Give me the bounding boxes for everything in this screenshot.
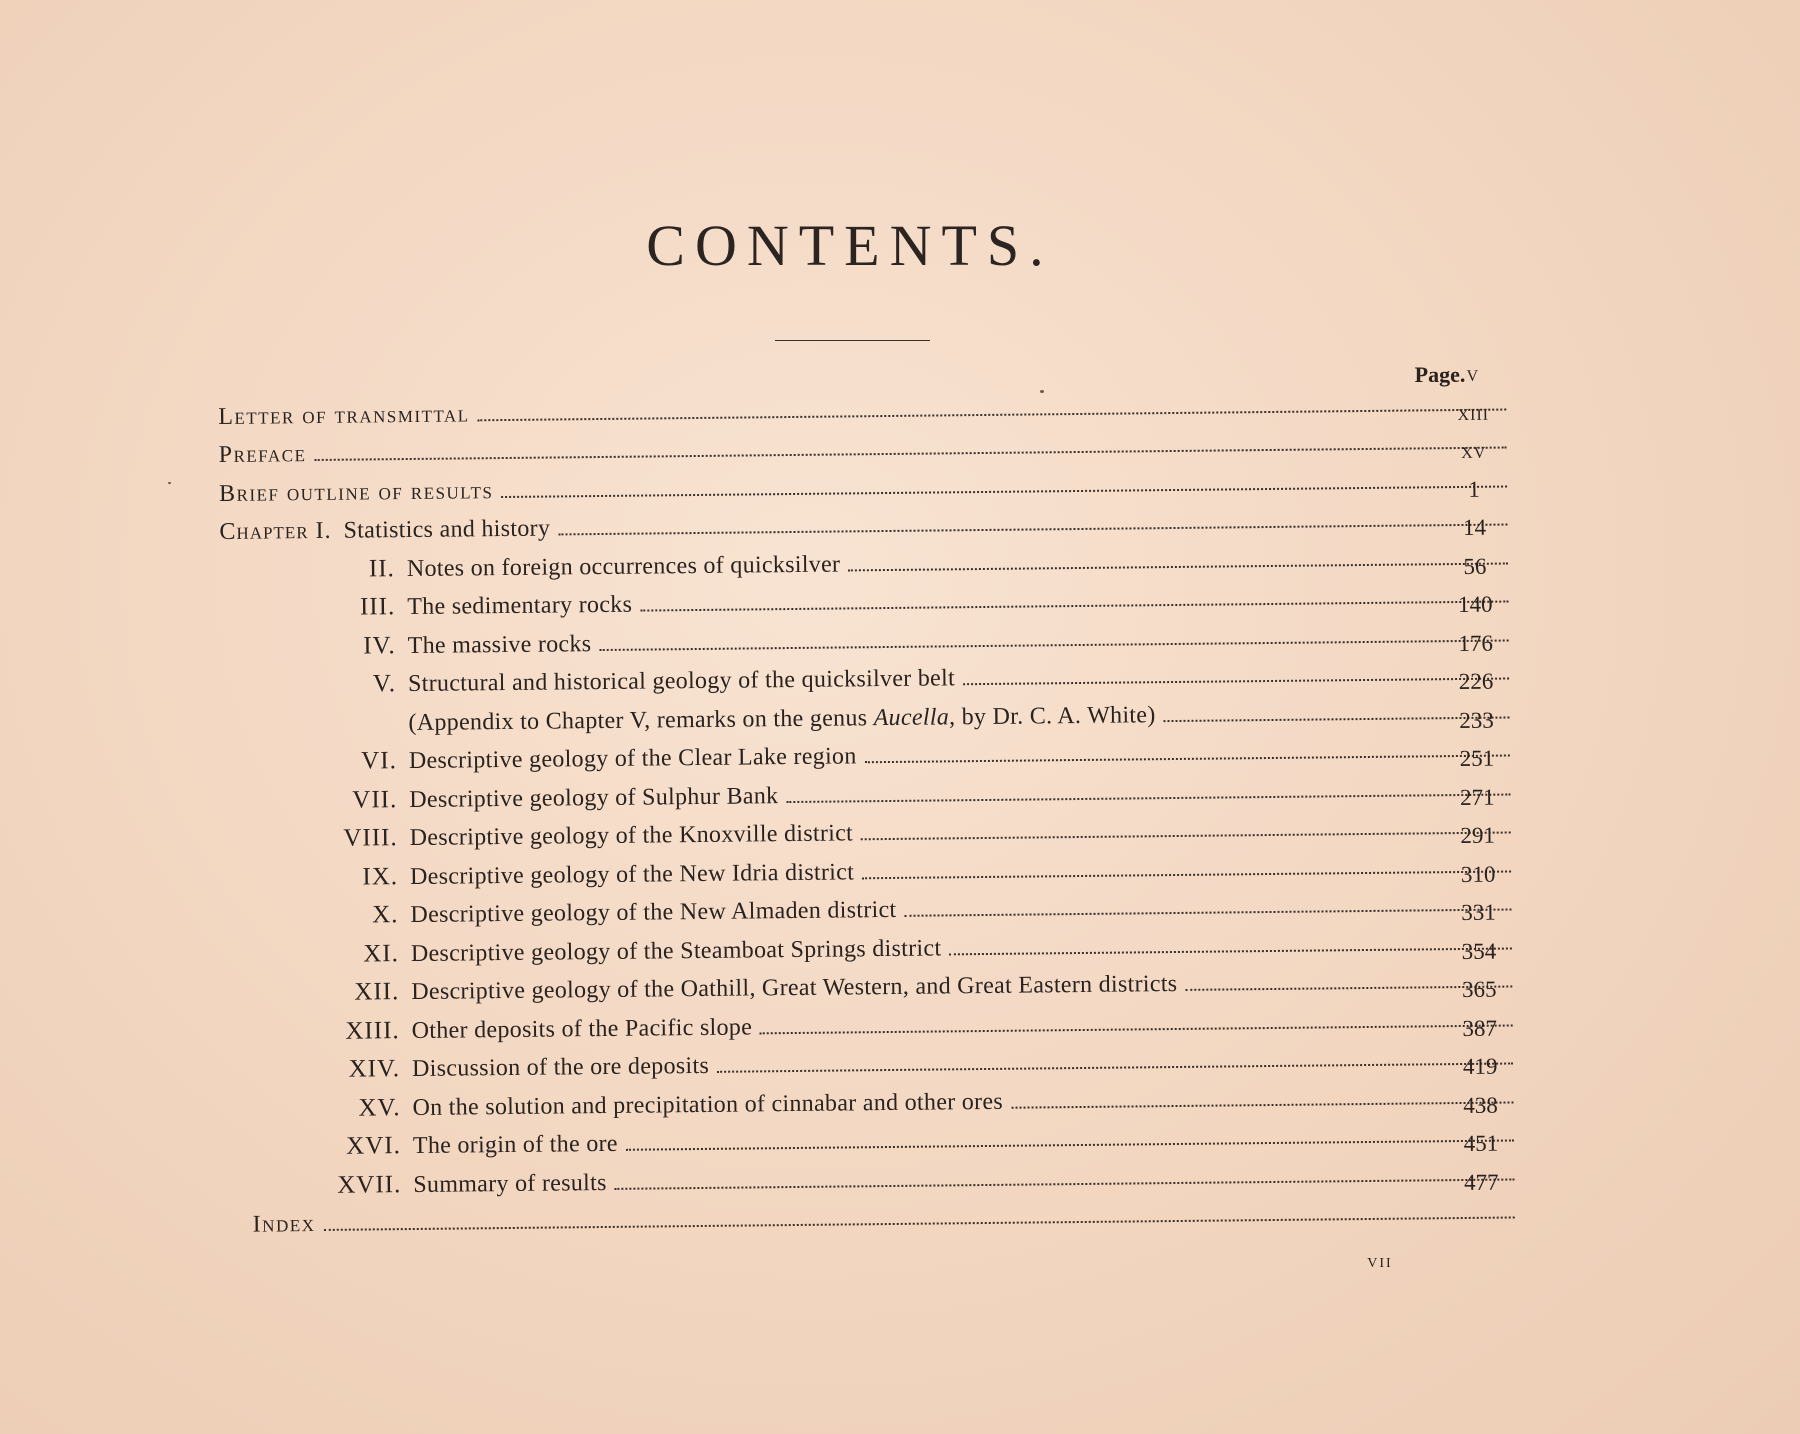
leader-dots [717,1062,1513,1072]
entry-label: Descriptive geology of the New Idria district [409,858,855,890]
entry-label: Notes on foreign occurrences of quicksilver [406,550,841,582]
entry-label: Summary of results [413,1169,607,1198]
entry-page: 291 [1460,822,1496,849]
leader-dots [904,908,1511,916]
chapter-number: VIII. [343,824,398,852]
entry-page: 310 [1460,861,1496,887]
title-rule [775,340,930,341]
entry-page: 14 [1462,514,1487,540]
entry-page: 451 [1463,1130,1499,1156]
entry-label: Descriptive geology of the Oathill, Great Western, and Great Eastern districts [411,970,1178,1006]
entry-label: Descriptive geology of the New Almaden district [410,896,897,929]
chapter-number: V. [372,670,397,698]
entry-page: 56 [1463,553,1487,579]
entry-page: v [1466,360,1480,386]
entry-page: 438 [1463,1092,1498,1118]
entry-label: Discussion of the ore deposits [411,1052,710,1083]
chapter-prefix: Chapter I. [219,517,332,545]
entry-label: The origin of the ore [412,1130,618,1159]
entry-label: Descriptive geology of the Clear Lake region [408,743,857,775]
chapter-number: III. [359,593,396,621]
leader-dots [786,793,1510,803]
entry-label: Statistics and history [343,515,551,544]
entry-label: The sedimentary rocks [407,591,633,621]
chapter-number: II. [368,554,395,582]
chapter-number: X. [372,901,399,929]
page-title: CONTENTS. [646,213,1054,278]
entry-page: 387 [1462,1015,1498,1041]
entry-label: Other deposits of the Pacific slope [411,1013,753,1044]
entry-page: 477 [1463,1169,1499,1195]
entry-label: Descriptive geology of the Knoxville district [409,820,854,852]
chapter-number: XVII. [337,1170,402,1199]
entry-page: 251 [1459,745,1495,772]
entry-page: 140 [1457,591,1493,618]
entry-page: 354 [1461,938,1497,964]
page-column-header: Page. [1414,362,1466,387]
entry-page: 365 [1461,976,1497,1003]
entry-page: 271 [1459,784,1495,810]
entry-label: Letter of transmittal [218,400,470,430]
leader-dots [861,831,1511,840]
entry-page: 233 [1459,707,1494,733]
entry-page: xiii [1457,399,1490,425]
chapter-number: XIII. [345,1016,400,1045]
entry-page: 176 [1458,630,1494,656]
leader-dots [963,677,1509,685]
chapter-number: XV. [358,1093,401,1122]
chapter-number: VI. [361,747,398,775]
chapter-number: XVI. [346,1132,402,1160]
entry-page: xv [1460,437,1487,463]
leader-dots [865,754,1510,763]
chapter-number: VII. [352,785,398,814]
entry-label: Preface [218,441,307,468]
leader-dots [949,947,1512,955]
entry-label: On the solution and precipitation of cinnabar and other ores [412,1088,1004,1121]
chapter-number: XII. [354,978,400,1006]
entry-page: 1 [1468,476,1480,502]
entry-label: Index [252,1211,316,1238]
ink-speck [168,482,171,484]
entry-label: The massive rocks [407,630,592,659]
genus-name: Aucella [873,703,950,731]
entry-label: Structural and historical geology of the quicksilver belt [407,665,956,698]
entry-page: 226 [1458,668,1494,695]
entry-page: 331 [1461,899,1496,926]
chapter-number: IV. [363,631,396,659]
entry-label: Descriptive geology of the Steamboat Springs district [410,934,942,967]
page-folio: vii [1367,1250,1393,1272]
chapter-number: XIV. [348,1055,401,1083]
entry-page: 419 [1462,1053,1498,1080]
entry-label: Descriptive geology of Sulphur Bank [409,782,779,813]
leader-dots [760,1024,1513,1034]
entry-label: Brief outline of results [218,477,494,507]
leader-dots [862,870,1511,879]
leader-dots [323,1216,1514,1230]
leader-dots [848,562,1508,571]
chapter-number: XI. [363,939,400,968]
chapter-number: IX. [362,862,399,891]
entry-label: (Appendix to Chapter V, remarks on the genus Aucella, by Dr. C. A. White) [408,701,1156,736]
